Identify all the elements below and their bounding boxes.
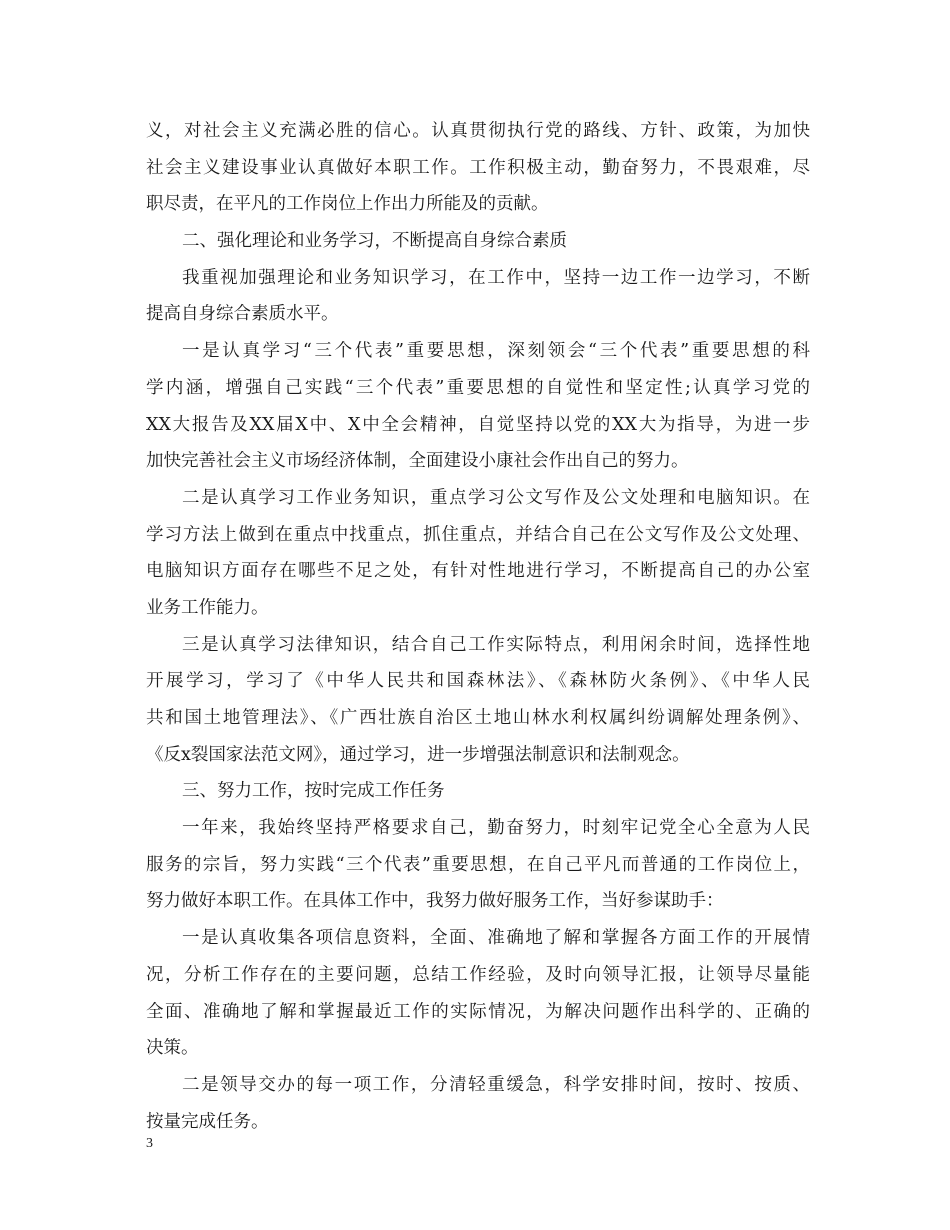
paragraph-line: 三是认真学习法律知识，结合自己工作实际特点，利用闲余时间，选择性地: [182, 634, 810, 655]
paragraph-line: 一是认真学习“三个代表”重要思想，深刻领会“三个代表”重要思想的科: [182, 341, 810, 362]
paragraph-line: 社会主义建设事业认真做好本职工作。工作积极主动，勤奋努力，不畏艰难，尽: [146, 157, 810, 178]
paragraph-line: 共和国土地管理法》、《广西壮族自治区土地山林水利权属纠纷调解处理条例》、: [146, 708, 810, 728]
paragraph-line: 我重视加强理论和业务知识学习，在工作中，坚持一边工作一边学习，不断: [182, 267, 810, 288]
paragraph-line: 加快完善社会主义市场经济体制，全面建设小康社会作出自己的努力。: [146, 451, 689, 472]
paragraph-line: 按量完成任务。: [146, 1111, 269, 1132]
section-heading: 二、强化理论和业务学习，不断提高自身综合素质: [182, 231, 567, 252]
paragraph-line: 况，分析工作存在的主要问题，总结工作经验，及时向领导汇报，让领导尽量能: [146, 964, 810, 985]
paragraph-line: 二是认真学习工作业务知识，重点学习公文写作及公文处理和电脑知识。在: [182, 487, 810, 508]
paragraph-line: 开展学习，学习了《中华人民共和国森林法》、《森林防火条例》、《中华人民: [146, 671, 810, 692]
section-heading: 三、努力工作，按时完成工作任务: [182, 781, 445, 802]
paragraph-line: 服务的宗旨，努力实践“三个代表”重要思想，在自己平凡而普通的工作岗位上，: [146, 854, 810, 875]
page-number: 3: [146, 1136, 153, 1151]
paragraph-line: 业务工作能力。: [146, 597, 269, 618]
document-body: [146, 113, 810, 1140]
paragraph-line: 二是领导交办的每一项工作，分清轻重缓急，科学安排时间，按时、按质、: [182, 1074, 810, 1095]
paragraph-line: 义，对社会主义充满必胜的信心。认真贯彻执行党的路线、方针、政策，为加快: [146, 121, 810, 141]
paragraph-line: 学内涵，增强自己实践“三个代表”重要思想的自觉性和坚定性;认真学习党的: [146, 377, 810, 398]
paragraph-line: 努力做好本职工作。在具体工作中，我努力做好服务工作，当好参谋助手：: [146, 891, 724, 912]
paragraph-line: 电脑知识方面存在哪些不足之处，有针对性地进行学习，不断提高自己的办公室: [146, 561, 810, 582]
paragraph-line: 全面、准确地了解和掌握最近工作的实际情况，为解决问题作出科学的、正确的: [146, 1001, 810, 1022]
paragraph-line: 职尽责，在平凡的工作岗位上作出力所能及的贡献。: [146, 194, 549, 215]
paragraph-line: 一是认真收集各项信息资料，全面、准确地了解和掌握各方面工作的开展情: [182, 928, 810, 949]
paragraph-line: 提高自身综合素质水平。: [146, 304, 339, 325]
paragraph-line: XX大报告及XX届X中、X中全会精神，自觉坚持以党的XX大为指导，为进一步: [146, 414, 810, 435]
paragraph-line: 学习方法上做到在重点中找重点，抓住重点，并结合自己在公文写作及公文处理、: [146, 524, 810, 545]
paragraph-line: 《反x裂国家法范文网》，通过学习，进一步增强法制意识和法制观念。: [146, 744, 690, 765]
paragraph-line: 决策。: [146, 1038, 199, 1059]
paragraph-line: 一年来，我始终坚持严格要求自己，勤奋努力，时刻牢记党全心全意为人民: [182, 818, 810, 839]
